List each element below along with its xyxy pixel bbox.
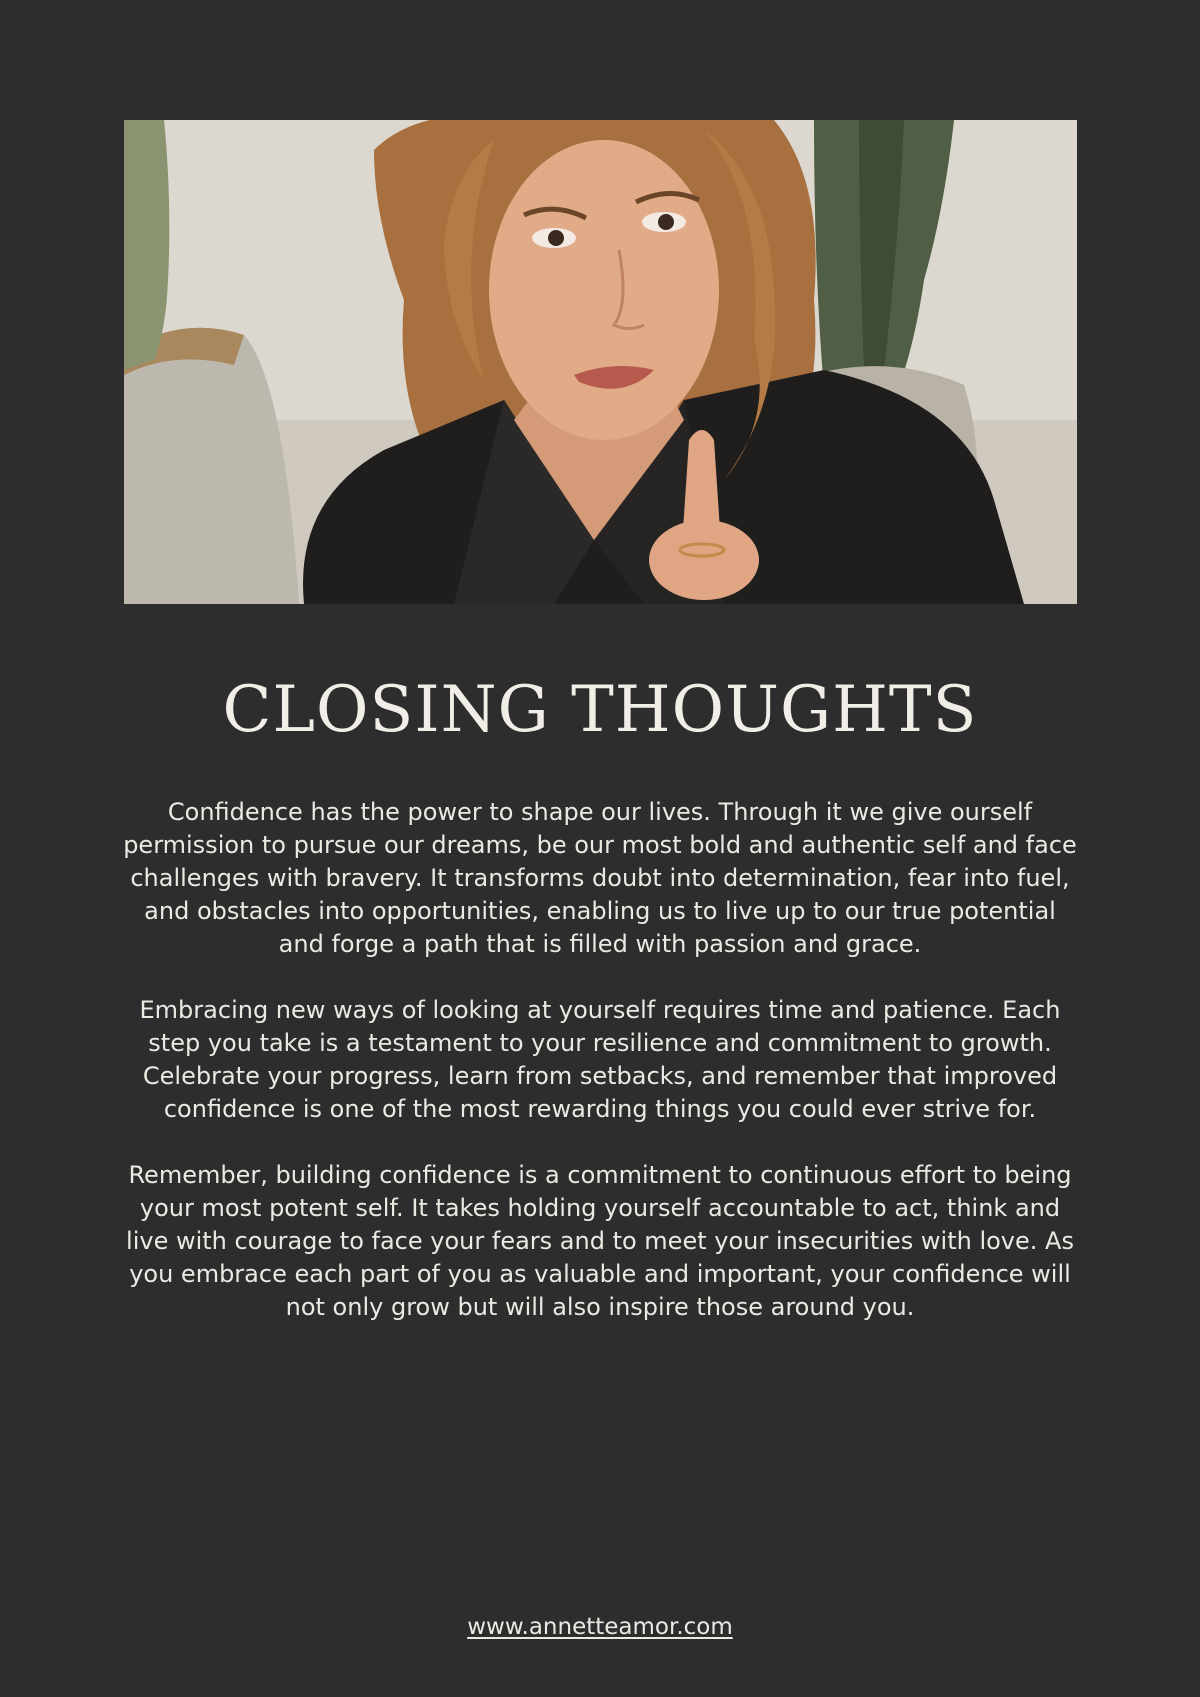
paragraph: Confidence has the power to shape our lives. Through it we give ourself permission to pursue our dreams, be our most bold and authentic self and face challenges with bravery. It transforms doubt into determination, fear into fuel, and obstacles into opportunities, enabling us to live up to our true potential and forge a path that is filled with passion and grace. (123, 798, 1077, 958)
website-link[interactable]: www.annetteamor.com (467, 1614, 733, 1640)
portrait-photo-icon (124, 120, 1077, 604)
hero-photo (124, 120, 1077, 604)
paragraph: Remember, building confidence is a commitment to continuous effort to being your most potent self. It takes holding yourself accountable to act, think and live with courage to face your fears and to meet your insecurities with love. As you embrace each part of you as valuable and important, your confidence will not only grow but will also inspire those around you. (126, 1161, 1074, 1321)
paragraph: Embracing new ways of looking at yourself requires time and patience. Each step you take is a testament to your resilience and commitment to growth. Celebrate your progress, learn from setbacks, and remember that improved confidence is one of the most rewarding things you could ever strive for. (139, 996, 1061, 1123)
footer (0, 1610, 1200, 1644)
page-title: CLOSING THOUGHTS (222, 673, 978, 747)
closing-thoughts-body (118, 796, 1082, 1357)
